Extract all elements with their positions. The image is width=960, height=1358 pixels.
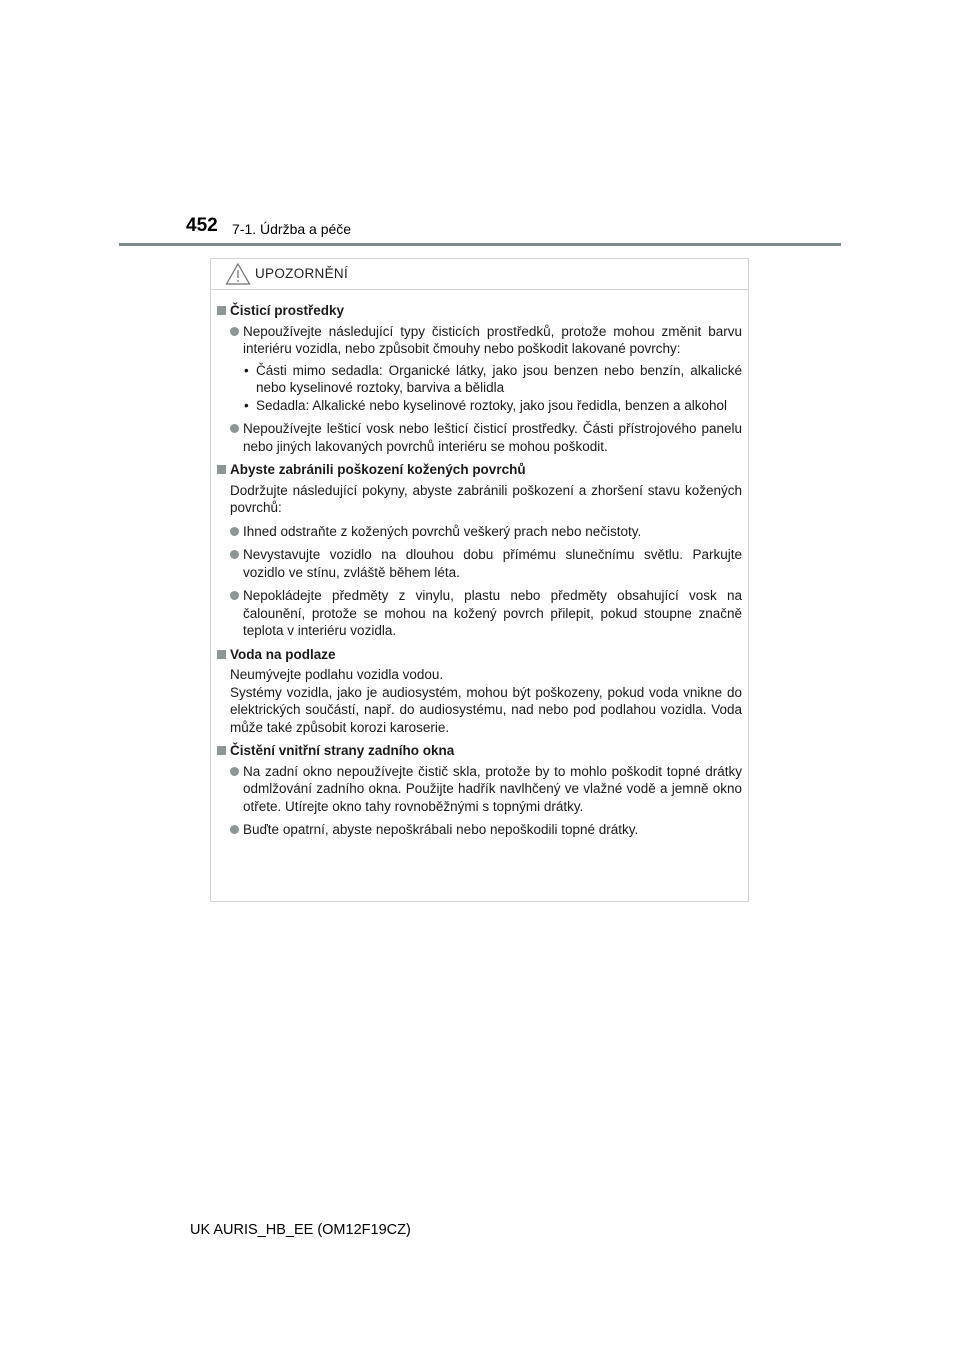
circle-bullet-icon	[230, 527, 239, 536]
warning-triangle-icon	[225, 262, 251, 286]
section-heading-text: Čisticí prostředky	[230, 303, 345, 318]
section-heading	[217, 646, 742, 664]
footer-model-code: UK AURIS_HB_EE (OM12F19CZ)	[190, 1222, 411, 1238]
bullet-text: Nepokládejte předměty z vinylu, plastu nebo předměty obsahující vosk na čalounění, protože se mohou na kožený povrch přilepit, pokud stoupne značně teplota v interiéru vozidla.	[243, 588, 742, 638]
bullet-item	[217, 523, 742, 541]
section-heading-text: Abyste zabránili poškození kožených povrchů	[230, 462, 526, 477]
circle-bullet-icon	[230, 550, 239, 559]
warning-box	[210, 258, 749, 902]
bullet-item	[217, 821, 742, 839]
section-heading	[217, 742, 742, 760]
square-bullet-icon	[217, 465, 226, 474]
bullet-text: Ihned odstraňte z kožených povrchů veškerý prach nebo nečistoty.	[243, 523, 642, 539]
dot-marker: •	[244, 397, 249, 413]
section-heading	[217, 461, 742, 479]
square-bullet-icon	[217, 306, 226, 315]
bullet-text: Nepoužívejte následující typy čisticích prostředků, protože mohou změnit barvu interiéru vozidla, nebo způsobit čmouhy nebo poškodit lakované povrchy:	[243, 323, 742, 356]
section-heading	[217, 302, 742, 320]
section-heading-text: Čistění vnitřní strany zadního okna	[230, 743, 455, 758]
warning-title: UPOZORNĚNÍ	[255, 266, 349, 281]
sub-item	[217, 397, 742, 415]
section-heading-text: Voda na podlaze	[230, 646, 336, 662]
square-bullet-icon	[217, 650, 226, 659]
sub-item-text: Části mimo sedadla: Organické látky, jako jsou benzen nebo benzín, alkalické nebo kyselinové roztoky, barviva a bělidla	[256, 362, 742, 395]
sub-item	[217, 362, 742, 397]
circle-bullet-icon	[230, 591, 239, 600]
header-rule	[119, 243, 841, 246]
bullet-item	[217, 546, 742, 581]
circle-bullet-icon	[230, 825, 239, 834]
bullet-text: Buďte opatrní, abyste nepoškrábali nebo nepoškodili topné drátky.	[243, 822, 639, 837]
bullet-item	[217, 323, 742, 358]
circle-bullet-icon	[230, 327, 239, 336]
paragraph: Neumývejte podlahu vozidla vodou.	[230, 667, 444, 682]
sub-list	[217, 362, 742, 415]
warning-header	[211, 259, 748, 290]
paragraph: Systémy vozidla, jako je audiosystém, mohou být poškozeny, pokud voda vnikne do elektrických součástí, např. do audiosystému, nad nebo pod podlahou vozidla. Voda může také způsobit korozi karoserie.	[230, 684, 742, 735]
bullet-text: Nevystavujte vozidlo na dlouhou dobu přímému slunečnímu světlu. Parkujte vozidlo ve stínu, zvláště během léta.	[243, 547, 742, 580]
bullet-item	[217, 587, 742, 640]
page-number: 452	[186, 215, 218, 236]
section-title: 7-1. Údržba a péče	[232, 221, 352, 237]
circle-bullet-icon	[230, 767, 239, 776]
square-bullet-icon	[217, 746, 226, 755]
bullet-text: Na zadní okno nepoužívejte čistič skla, protože by to mohlo poškodit topné drátky odmlžování zadního okna. Použijte hadřík navlhčený ve vlažné vodě a jemně okno otřete. Utírejte okno tahy rovnoběžnými s topnými drátky.	[243, 763, 742, 814]
bullet-text: Nepoužívejte lešticí vosk nebo lešticí čisticí prostředky. Části přístrojového panelu nebo jiných lakovaných povrchů interiéru se mohou poškodit.	[243, 421, 742, 454]
warning-body	[211, 290, 748, 839]
paragraph: Dodržujte následující pokyny, abyste zabránili poškození a zhoršení stavu kožených povrchů:	[230, 482, 742, 515]
circle-bullet-icon	[230, 424, 239, 433]
bullet-item	[217, 763, 742, 816]
sub-item-text: Sedadla: Alkalické nebo kyselinové roztoky, jako jsou ředidla, benzen a alkohol	[256, 397, 728, 413]
dot-marker: •	[244, 362, 249, 378]
bullet-item	[217, 420, 742, 455]
